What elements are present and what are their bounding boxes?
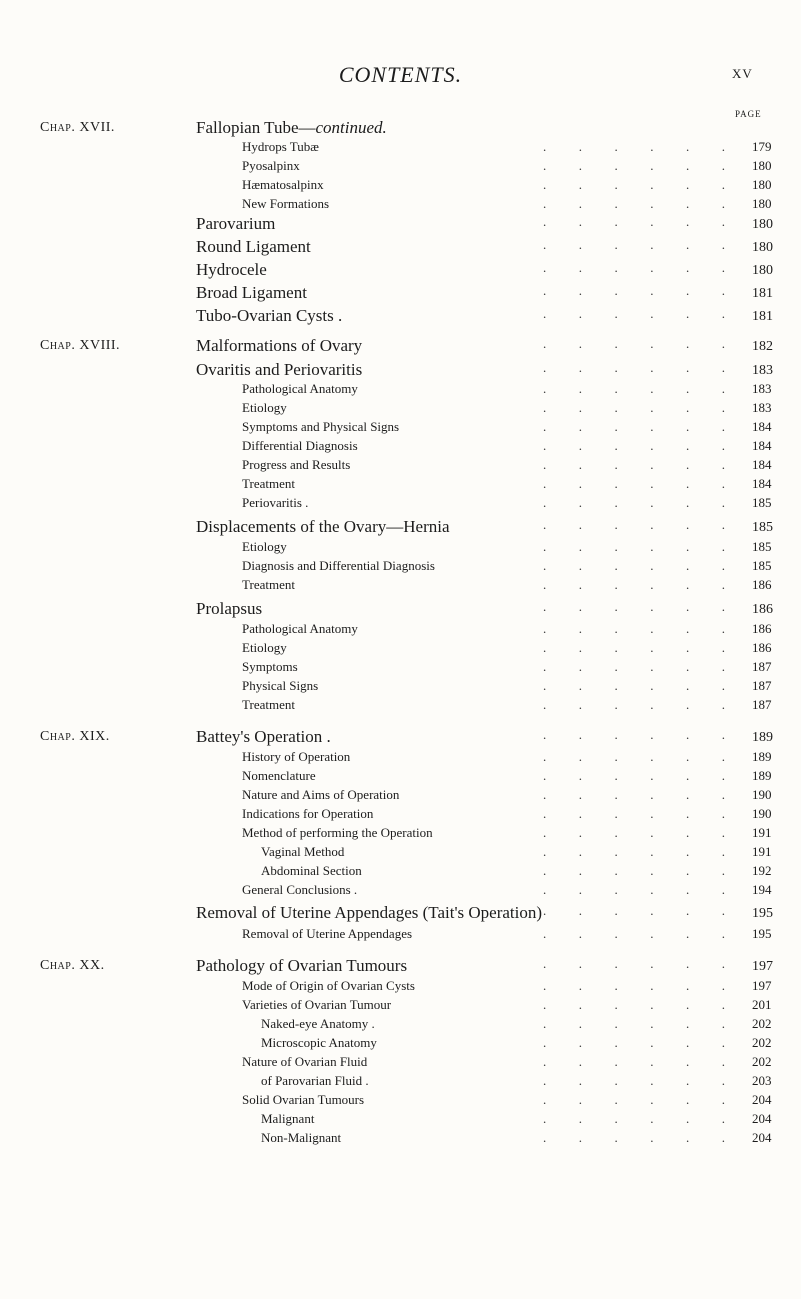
toc-entry-page-number: 186 — [752, 602, 773, 617]
toc-entry-title: Hæmatosalpinx — [242, 177, 324, 192]
dot-leader: . . . . . . — [543, 336, 725, 351]
toc-entry-page-number: 187 — [752, 678, 772, 693]
toc-entry-page-number: 179 — [752, 139, 772, 154]
dot-leader: . . . . . . — [543, 260, 725, 275]
toc-entry-page-number: 180 — [752, 196, 772, 211]
toc-entry-page-number: 181 — [752, 309, 773, 324]
toc-entry-title: Treatment — [242, 476, 295, 491]
toc-entry-title: Removal of Uterine Appendages (Tait's Operation) — [196, 903, 543, 922]
dot-leader: . . . . . . — [543, 558, 725, 573]
dot-leader: . . . . . . — [543, 599, 725, 614]
toc-entry-page-number: 181 — [752, 286, 773, 301]
toc-entry-page-number: 190 — [752, 787, 772, 802]
toc-entry-page-number: 187 — [752, 697, 772, 712]
dot-leader: . . . . . . — [543, 1130, 725, 1145]
toc-entry-title: Round Ligament — [196, 237, 311, 256]
toc-entry-title: Non-Malignant — [261, 1130, 342, 1145]
dot-leader: . . . . . . — [543, 419, 725, 434]
toc-entry-page-number: 202 — [752, 1054, 772, 1069]
dot-leader: . . . . . . — [543, 539, 725, 554]
toc-entry-title: Indications for Operation — [242, 806, 374, 821]
dot-leader: . . . . . . — [543, 1092, 725, 1107]
dot-leader: . . . . . . — [543, 283, 725, 298]
dot-leader: . . . . . . — [543, 787, 725, 802]
toc-entry-page-number: 189 — [752, 768, 772, 783]
dot-leader: . . . . . . — [543, 806, 725, 821]
toc-entry-title: Nature of Ovarian Fluid — [242, 1054, 368, 1069]
toc-entry-page-number: 186 — [752, 640, 772, 655]
toc-entry-title: Pathological Anatomy — [242, 621, 358, 636]
toc-entry-title: Nomenclature — [242, 768, 316, 783]
toc-entry-page-number: 191 — [752, 825, 772, 840]
toc-entry-title: Mode of Origin of Ovarian Cysts — [242, 978, 415, 993]
toc-entry-page-number: 202 — [752, 1035, 772, 1050]
toc-entry-page-number: 180 — [752, 217, 773, 232]
dot-leader: . . . . . . — [543, 158, 725, 173]
dot-leader: . . . . . . — [543, 400, 725, 415]
toc-entry-page-number: 202 — [752, 1016, 772, 1031]
toc-entry-title: Etiology — [242, 640, 287, 655]
dot-leader: . . . . . . — [543, 727, 725, 742]
toc-entry-title: Solid Ovarian Tumours — [242, 1092, 365, 1107]
toc-entry-page-number: 184 — [752, 476, 772, 491]
dot-leader: . . . . . . — [543, 926, 725, 941]
dot-leader: . . . . . . — [543, 882, 725, 897]
toc-entry-page-number: 185 — [752, 495, 772, 510]
dot-leader: . . . . . . — [543, 1111, 725, 1126]
toc-entry-page-number: 185 — [752, 558, 772, 573]
toc-entry-title: Abdominal Section — [261, 863, 362, 878]
toc-entry-page-number: 184 — [752, 419, 772, 434]
toc-entry-continuation: continued. — [315, 118, 387, 137]
dot-leader: . . . . . . — [543, 1054, 725, 1069]
toc-entry-title: Removal of Uterine Appendages — [242, 926, 413, 941]
toc-entry-page-number: 204 — [752, 1130, 772, 1145]
toc-entry-title: Broad Ligament — [196, 283, 307, 302]
toc-entry-title: Differential Diagnosis — [242, 438, 358, 453]
toc-entry-title: Malformations of Ovary — [196, 336, 363, 355]
toc-entry-page-number: 190 — [752, 806, 772, 821]
dot-leader: . . . . . . — [543, 844, 725, 859]
toc-entry-title: Hydrops Tubæ — [242, 139, 319, 154]
toc-entry-title: Progress and Results — [242, 457, 351, 472]
toc-entry-page-number: 184 — [752, 438, 772, 453]
toc-entry-title: Pyosalpinx — [242, 158, 300, 173]
page-title: CONTENTS. — [338, 62, 463, 87]
dot-leader: . . . . . . — [543, 749, 725, 764]
toc-entry-title: Varieties of Ovarian Tumour — [242, 997, 392, 1012]
dot-leader: . . . . . . — [543, 306, 725, 321]
toc-entry-page-number: 185 — [752, 520, 773, 535]
chapter-label: Chap. XVIII. — [40, 338, 121, 353]
toc-entry-title: Physical Signs — [242, 678, 319, 693]
toc-entry-page-number: 195 — [752, 906, 773, 921]
toc-entry-title: New Formations — [242, 196, 330, 211]
toc-entry-title: Method of performing the Operation — [242, 825, 433, 840]
toc-entry-title: Parovarium — [196, 214, 276, 233]
toc-entry-title: Prolapsus — [196, 599, 263, 618]
dot-leader: . . . . . . — [543, 237, 725, 252]
toc-entry-title: Vaginal Method — [261, 844, 345, 859]
dot-leader: . . . . . . — [543, 956, 725, 971]
dot-leader: . . . . . . — [543, 768, 725, 783]
toc-entry-title: Ovaritis and Periovaritis — [196, 360, 363, 379]
dot-leader: . . . . . . — [543, 457, 725, 472]
toc-entry-page-number: 204 — [752, 1111, 772, 1126]
dot-leader: . . . . . . — [543, 517, 725, 532]
toc-entry-page-number: 203 — [752, 1073, 772, 1088]
toc-entry-title: Nature and Aims of Operation — [242, 787, 400, 802]
dot-leader: . . . . . . — [543, 177, 725, 192]
toc-entry-title: Etiology — [242, 539, 287, 554]
toc-entry-title: Hydrocele — [196, 260, 267, 279]
toc-entry-title: Pathology of Ovarian Tumours — [196, 956, 408, 975]
dot-leader: . . . . . . — [543, 678, 725, 693]
dot-leader: . . . . . . — [543, 863, 725, 878]
chapter-label: Chap. XIX. — [40, 729, 110, 744]
dot-leader: . . . . . . — [543, 903, 725, 918]
dot-leader: . . . . . . — [543, 978, 725, 993]
dot-leader: . . . . . . — [543, 360, 725, 375]
toc-entry-title: Etiology — [242, 400, 287, 415]
toc-entry-page-number: 197 — [752, 978, 772, 993]
toc-entry-title: Tubo-Ovarian Cysts . — [196, 306, 343, 325]
toc-entry-title: Periovaritis . — [242, 495, 309, 510]
toc-entry-page-number: 180 — [752, 177, 772, 192]
toc-entry-page-number: 191 — [752, 844, 772, 859]
toc-entry-title: Diagnosis and Differential Diagnosis — [242, 558, 435, 573]
toc-entry-title: History of Operation — [242, 749, 351, 764]
toc-entry-title: Malignant — [261, 1111, 315, 1126]
dot-leader: . . . . . . — [543, 997, 725, 1012]
toc-entry-title: Treatment — [242, 697, 295, 712]
toc-entry-page-number: 186 — [752, 621, 772, 636]
toc-entry-page-number: 183 — [752, 381, 772, 396]
toc-entry-page-number: 204 — [752, 1092, 772, 1107]
toc-entry-page-number: 197 — [752, 959, 773, 974]
dot-leader: . . . . . . — [543, 139, 725, 154]
page-column-heading: PAGE — [735, 109, 762, 119]
dot-leader: . . . . . . — [543, 1035, 725, 1050]
toc-entry-page-number: 186 — [752, 577, 772, 592]
dot-leader: . . . . . . — [543, 621, 725, 636]
toc-entry-title: Naked-eye Anatomy . — [261, 1016, 375, 1031]
page-number: XV — [732, 66, 753, 81]
dot-leader: . . . . . . — [543, 825, 725, 840]
dot-leader: . . . . . . — [543, 659, 725, 674]
dot-leader: . . . . . . — [543, 476, 725, 491]
dot-leader: . . . . . . — [543, 196, 725, 211]
toc-entry-title: Treatment — [242, 577, 295, 592]
toc-entry-page-number: 183 — [752, 363, 773, 378]
dot-leader: . . . . . . — [543, 577, 725, 592]
dot-leader: . . . . . . — [543, 381, 725, 396]
toc-entry-page-number: 189 — [752, 749, 772, 764]
toc-entry-page-number: 182 — [752, 339, 773, 354]
toc-entry-title: General Conclusions . — [242, 882, 358, 897]
dot-leader: . . . . . . — [543, 640, 725, 655]
toc-entry-page-number: 192 — [752, 863, 772, 878]
dot-leader: . . . . . . — [543, 438, 725, 453]
toc-entry-page-number: 195 — [752, 926, 772, 941]
toc-entry-title: Symptoms — [242, 659, 298, 674]
toc-entry-title: Battey's Operation . — [196, 727, 331, 746]
chapter-label: Chap. XX. — [40, 958, 105, 973]
toc-entry-title: Fallopian Tube—continued. — [196, 118, 387, 137]
chapter-label: Chap. XVII. — [40, 120, 115, 135]
dot-leader: . . . . . . — [543, 214, 725, 229]
toc-entry-page-number: 189 — [752, 730, 773, 745]
toc-entry-title: of Parovarian Fluid . — [261, 1073, 369, 1088]
toc-entry-title: Symptoms and Physical Signs — [242, 419, 400, 434]
dot-leader: . . . . . . — [543, 495, 725, 510]
toc-entry-page-number: 185 — [752, 539, 772, 554]
toc-entry-page-number: 194 — [752, 882, 772, 897]
toc-entry-page-number: 183 — [752, 400, 772, 415]
toc-entry-title: Pathological Anatomy — [242, 381, 358, 396]
toc-entry-page-number: 180 — [752, 158, 772, 173]
toc-entry-title: Displacements of the Ovary—Hernia — [196, 517, 450, 536]
dot-leader: . . . . . . — [543, 697, 725, 712]
toc-entry-title: Microscopic Anatomy — [261, 1035, 377, 1050]
toc-entry-page-number: 184 — [752, 457, 772, 472]
dot-leader: . . . . . . — [543, 1016, 725, 1031]
toc-entry-page-number: 180 — [752, 263, 773, 278]
toc-entry-page-number: 180 — [752, 240, 773, 255]
toc-entry-page-number: 187 — [752, 659, 772, 674]
dot-leader: . . . . . . — [543, 1073, 725, 1088]
toc-entry-page-number: 201 — [752, 997, 772, 1012]
